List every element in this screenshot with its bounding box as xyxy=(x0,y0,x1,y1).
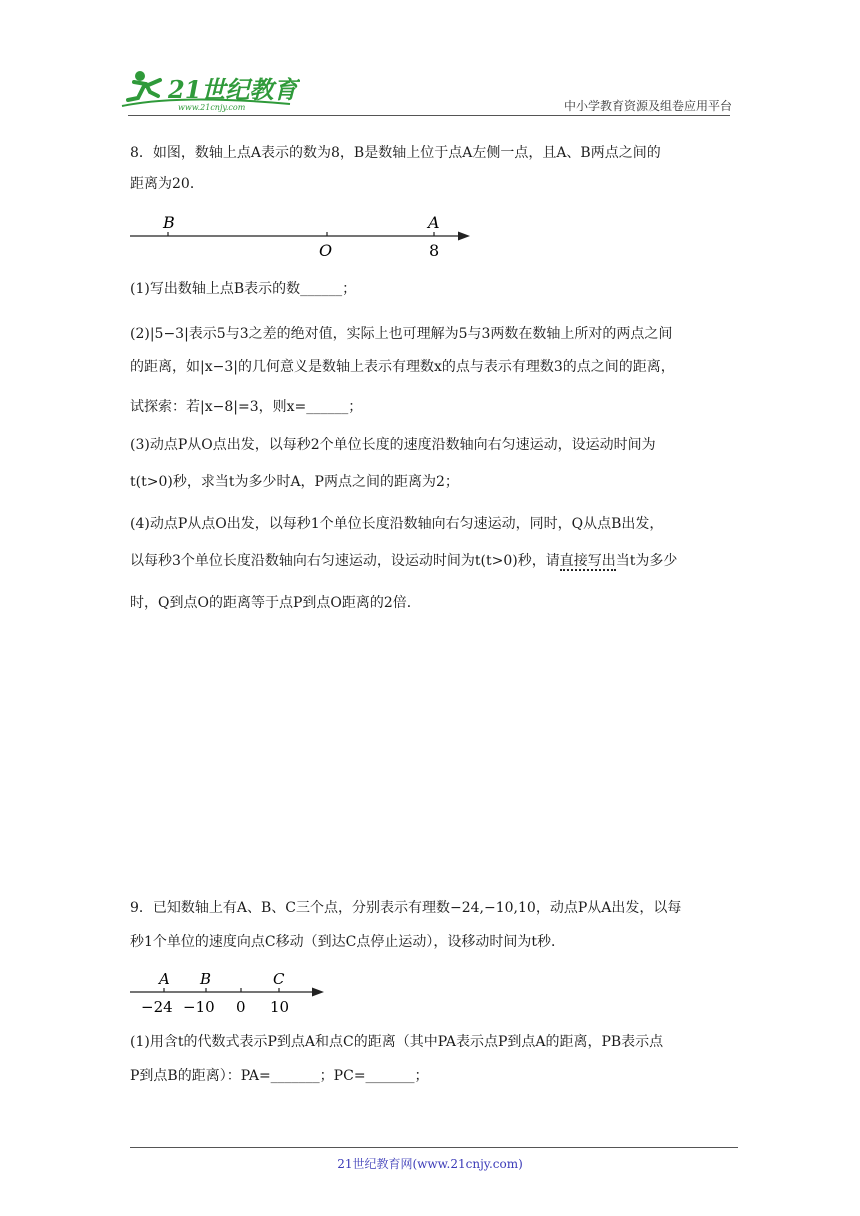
q8-intro-line2: 距离为20． xyxy=(130,176,204,192)
q8-label-A: A xyxy=(428,213,440,232)
q8-part4-line3: 时，Q到点O的距离等于点P到点O距离的2倍． xyxy=(130,595,421,611)
q8-tick-label-8: 8 xyxy=(429,241,440,260)
q8-part2-line2: 的距离，如|x−3|的几何意义是数轴上表示有理数x的点与表示有理数3的点之间的距离， xyxy=(130,359,675,375)
q9-part1-line2: P到点B的距离）：PA=_______；PC=_______； xyxy=(130,1068,429,1084)
q9-axis-arrow xyxy=(312,988,324,997)
q8-label-B: B xyxy=(163,213,175,232)
q9-tick-label-C: 10 xyxy=(270,998,290,1016)
q8-number-line xyxy=(128,208,478,260)
header-platform-text: 中小学教育资源及组卷应用平台 xyxy=(563,99,732,113)
q8-intro-line1: 8．如图，数轴上点A表示的数为8，B是数轴上位于点A左侧一点，且A、B两点之间的 xyxy=(130,145,661,161)
logo-url: www.21cnjy.com xyxy=(178,103,246,112)
q8-part4-line2-end: 当t为多少 xyxy=(615,553,678,569)
q9-intro-line1: 9．已知数轴上有A、B、C三个点，分别表示有理数−24,−10,10，动点P从A出发，以每 xyxy=(130,900,682,916)
q9-label-A: A xyxy=(159,970,170,988)
q9-label-B: B xyxy=(200,970,212,988)
logo xyxy=(120,64,300,114)
q8-label-O: O xyxy=(319,241,333,260)
q8-part1: (1)写出数轴上点B表示的数______； xyxy=(130,281,357,297)
q8-part4-emphasis: 直接写出 xyxy=(559,553,616,569)
q8-part4-line1: (4)动点P从点O出发，以每秒1个单位长度沿数轴向右匀速运动，同时，Q从点B出发， xyxy=(130,516,664,532)
q9-part1-line1: (1)用含t的代数式表示P到点A和点C的距离（其中PA表示点P到点A的距离，PB表示点 xyxy=(130,1034,664,1050)
q9-number-line xyxy=(128,962,338,1018)
q9-tick-label-A: −24 xyxy=(141,998,173,1016)
footer-link[interactable]: 21世纪教育网(www.21cnjy.com) xyxy=(337,1157,523,1171)
header-divider xyxy=(128,115,730,116)
q8-part4-line2 xyxy=(130,546,730,577)
q9-label-C: C xyxy=(273,970,285,988)
q8-part3-line2: t(t>0)秒，求当t为多少时A，P两点之间的距离为2； xyxy=(130,474,459,490)
q9-intro-line2: 秒1个单位的速度向点C移动（到达C点停止运动），设移动时间为t秒． xyxy=(130,934,565,950)
q9-tick-label-0: 0 xyxy=(236,998,246,1016)
q8-part4-line2-start: 以每秒3个单位长度沿数轴向右匀速运动，设运动时间为t(t>0)秒，请 xyxy=(130,553,560,569)
q8-part3-line1: (3)动点P从O点出发，以每秒2个单位长度的速度沿数轴向右匀速运动，设运动时间为 xyxy=(130,437,656,453)
q8-part2-line1: (2)|5−3|表示5与3之差的绝对值，实际上也可理解为5与3两数在数轴上所对的两点之间 xyxy=(130,326,673,342)
q8-axis-arrow xyxy=(458,232,470,241)
footer-divider xyxy=(130,1147,738,1148)
logo-text: 21世纪教育 xyxy=(168,75,298,104)
q8-part2-line3: 试探索：若|x−8|=3，则x=______； xyxy=(130,399,363,415)
q9-tick-label-B: −10 xyxy=(183,998,215,1016)
logo-runner-icon xyxy=(120,64,300,114)
